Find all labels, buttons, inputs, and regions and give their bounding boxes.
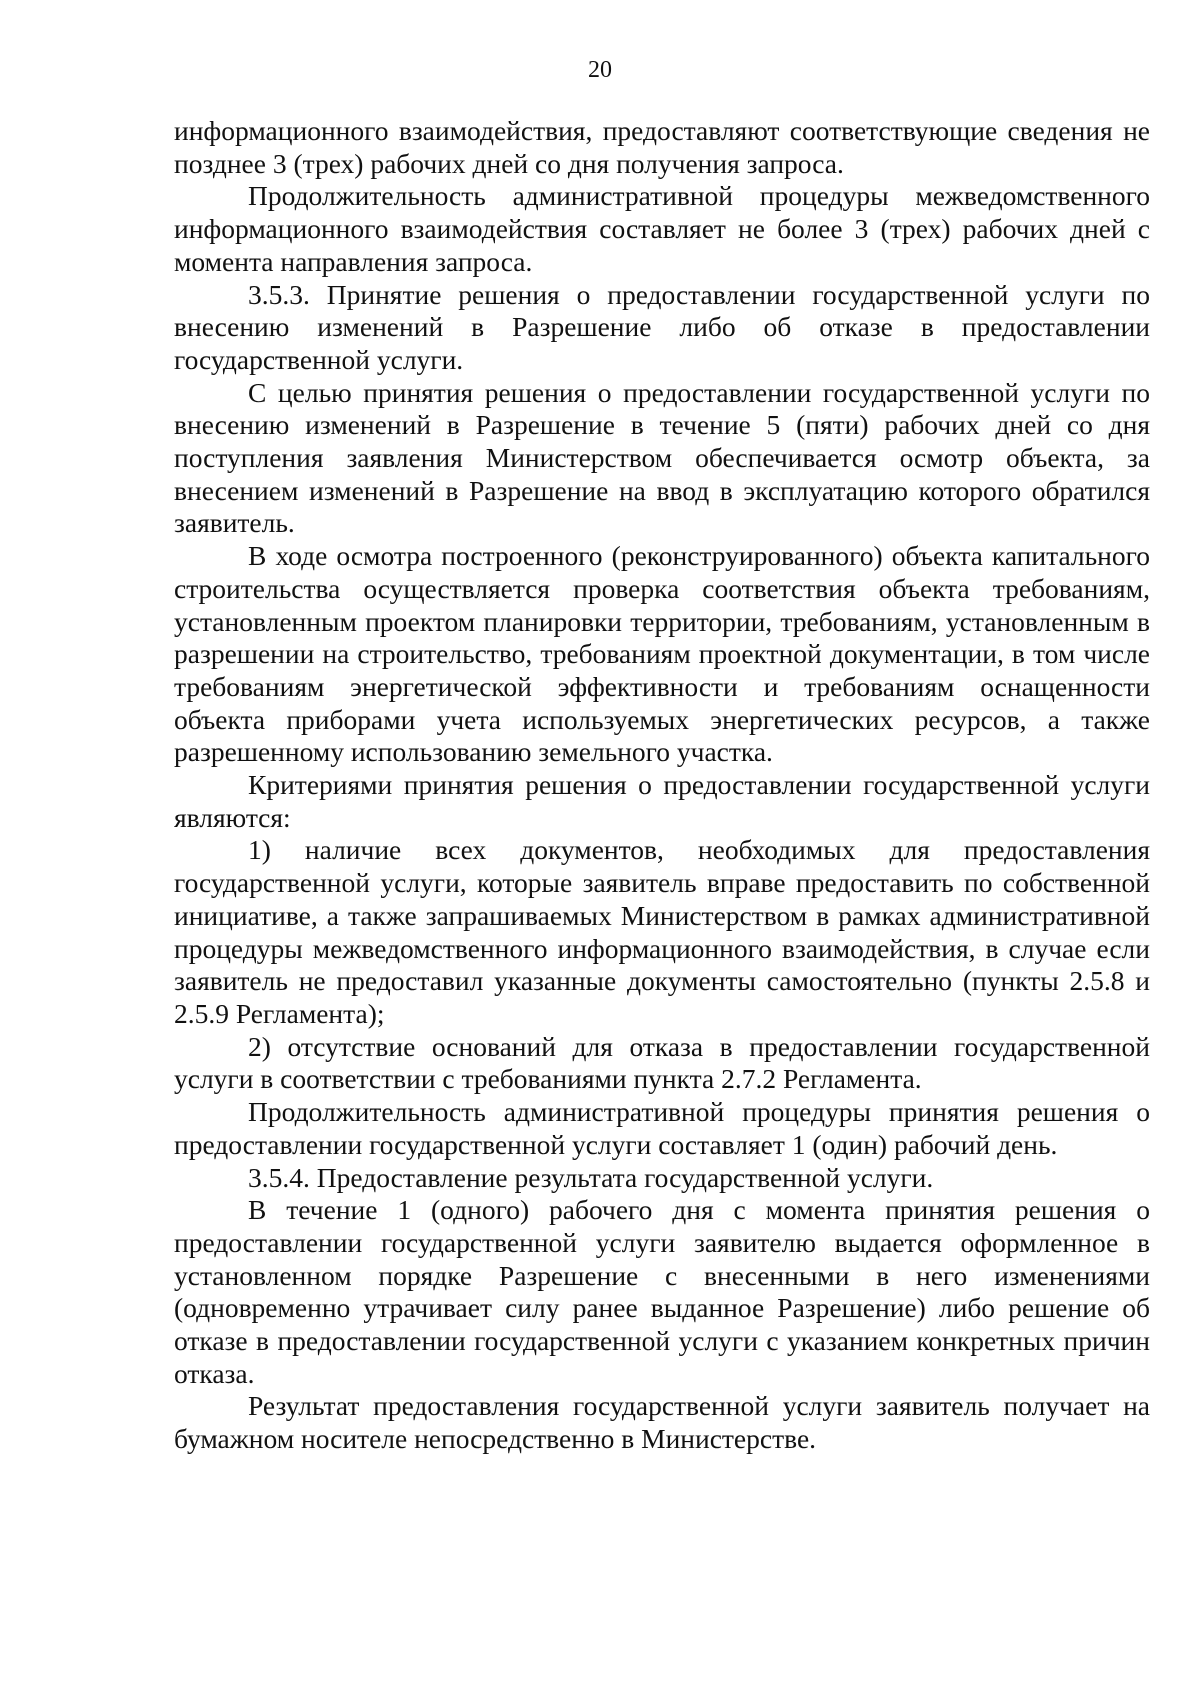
paragraph-result-issuance: В течение 1 (одного) рабочего дня с момента принятия решения о предоставлении государственной услуги заявителю выдается оформленное в установленном порядке Разрешение с внесенными в него изменениями (одновременно утрачивает силу ранее выданное Разрешение) либо решение об отказе в предоставлении государственной услуги с указанием конкретных причин отказа. — [174, 1194, 1150, 1389]
document-body — [174, 115, 1150, 1456]
list-item-criterion-2: 2) отсутствие оснований для отказа в предоставлении государственной услуги в соответствии с требованиями пункта 2.7.2 Регламента. — [174, 1030, 1150, 1095]
paragraph-inspection-checks: В ходе осмотра построенного (реконструированного) объекта капитального строительства осуществляется проверка соответствия объекта требованиям, установленным проектом планировки территории, требованиям, установленным в разрешении на строительство, требованиям проектной документации, в том числе требованиям энергетической эффективности и требованиям оснащенности объекта приборами учета используемых энергетических ресурсов, а также разрешенному использованию земельного участка. — [174, 540, 1150, 768]
paragraph-decision-duration: Продолжительность административной процедуры принятия решения о предоставлении государственной услуги составляет 1 (один) рабочий день. — [174, 1096, 1150, 1160]
page-number: 20 — [588, 57, 612, 83]
section-heading-3-5-4: 3.5.4. Предоставление результата государственной услуги. — [248, 1161, 934, 1193]
paragraph-criteria-intro: Критериями принятия решения о предоставлении государственной услуги являются: — [174, 769, 1150, 833]
paragraph-continuation: информационного взаимодействия, предоставляют соответствующие сведения не позднее 3 (трех) рабочих дней со дня получения запроса. — [174, 115, 1150, 179]
paragraph-procedure-duration: Продолжительность административной процедуры межведомственного информационного взаимодействия составляет не более 3 (трех) рабочих дней с момента направления запроса. — [174, 180, 1150, 277]
paragraph-result-delivery: Результат предоставления государственной услуги заявитель получает на бумажном носителе непосредственно в Министерстве. — [174, 1390, 1150, 1455]
paragraph-inspection-purpose: С целью принятия решения о предоставлении государственной услуги по внесению изменений в Разрешение в течение 5 (пяти) рабочих дней со дня поступления заявления Министерством обеспечивается осмотр объекта, за внесением изменений в Разрешение на ввод в эксплуатацию которого обратился заявитель. — [174, 376, 1150, 539]
section-heading-3-5-3: 3.5.3. Принятие решения о предоставлении государственной услуги по внесению изменений в Разрешение либо об отказе в предоставлении государственной услуги. — [174, 278, 1150, 375]
list-item-criterion-1: 1) наличие всех документов, необходимых для предоставления государственной услуги, которые заявитель вправе предоставить по собственной инициативе, а также запрашиваемых Министерством в рамках административной процедуры межведомственного информационного взаимодействия, в случае если заявитель не предоставил указанные документы самостоятельно (пункты 2.5.8 и 2.5.9 Регламента); — [174, 834, 1150, 1029]
